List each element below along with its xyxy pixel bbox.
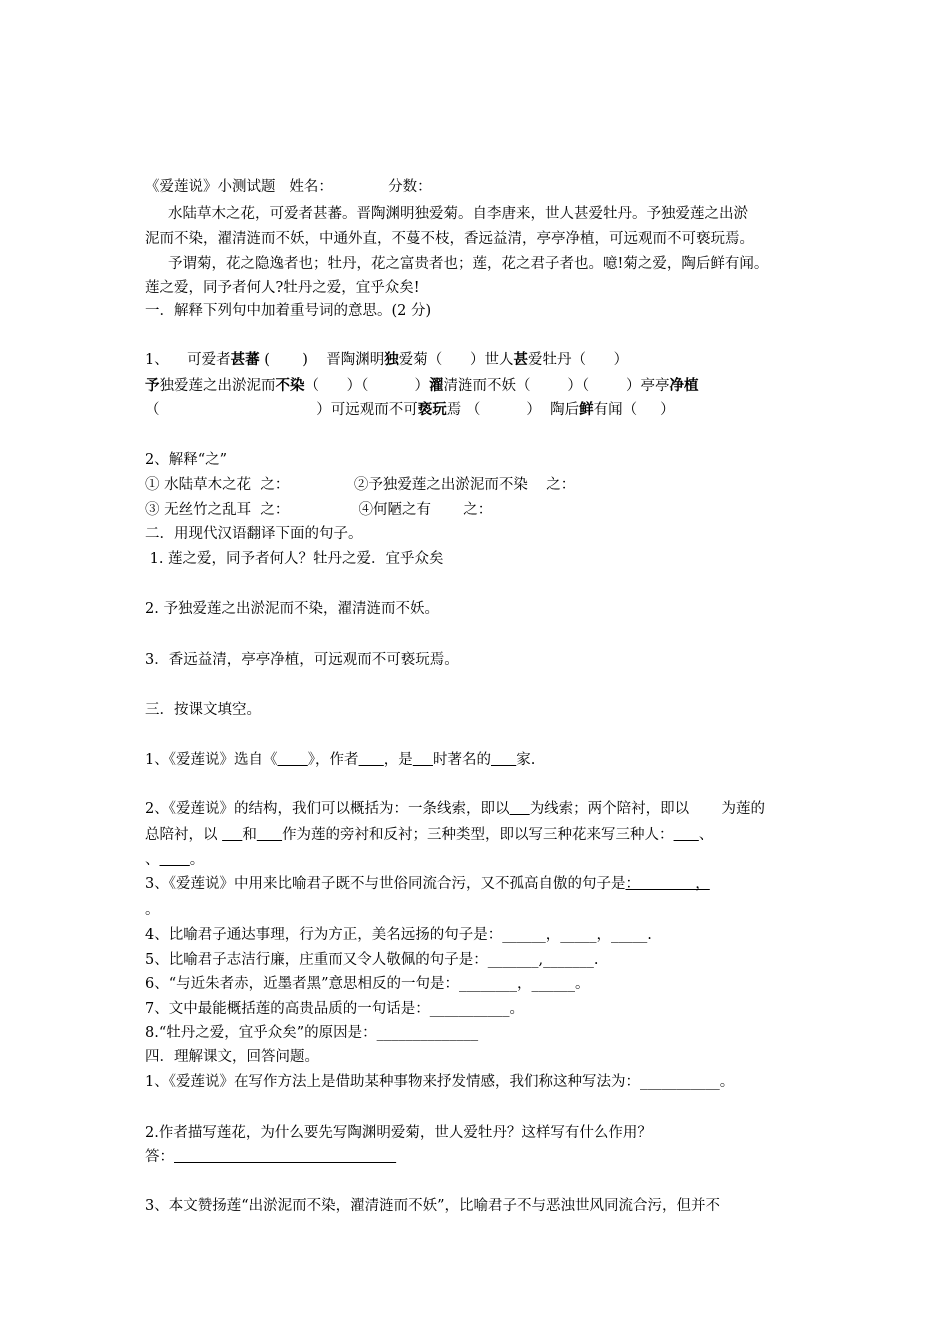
emphasized-word: 不染 (275, 377, 305, 394)
emphasized-word: 亵玩 (417, 401, 447, 418)
text: （ ）可远观而不可 (145, 402, 418, 418)
text: 焉 （ ） 陶后 (446, 402, 580, 418)
emphasized-word: 甚 (513, 351, 528, 368)
section4-heading: 四．理解课文，回答问题。 (145, 1049, 319, 1065)
text: 3、《爱莲说》中用来比喻君子既不与世俗同流合污，又不孤高自傲的句子是 (145, 876, 626, 892)
fill-question-3-cont: 。 (145, 902, 160, 918)
fill-question-7: 7、文中最能概括莲的高贵品质的一句话是：___________。 (145, 1001, 524, 1017)
text: 1、 可爱者 (145, 352, 231, 368)
translate-item: 2. 予独爱莲之出淤泥而不染，濯清涟而不妖。 (145, 601, 439, 617)
fill-question-2-cont (145, 825, 713, 845)
section1-heading: 一．解释下列句中加着重号词的意思。(2 分) (145, 303, 432, 319)
emphasized-word: 鲜 (579, 401, 594, 418)
text: 清涟而不妖（ ）（ ）亭亭 (443, 378, 670, 394)
text: （ ）（ ） (304, 378, 429, 394)
text: 、 (145, 852, 160, 868)
emphasized-word: 独 (384, 351, 399, 368)
section3-heading: 三．按课文填空。 (145, 702, 261, 718)
emphasized-word: 予 (145, 377, 160, 394)
text: 时著名的 (432, 752, 491, 768)
passage-line: 水陆草木之花，可爱者甚蕃。晋陶渊明独爱菊。自李唐来，世人甚爱牡丹。予独爱莲之出淤 (145, 206, 749, 222)
text: 总陪衬，以 (145, 827, 223, 843)
vocab-row-1 (145, 350, 628, 370)
passage-line: 予谓菊，花之隐逸者也；牡丹，花之富贵者也；莲，花之君子者也。噫!菊之爱，陶后鲜有闻。 (145, 256, 769, 272)
answer-line (145, 1147, 396, 1167)
comprehension-question-2: 2.作者描写莲花，为什么要先写陶渊明爱菊，世人爱牡丹？这样写有什么作用？ (145, 1125, 652, 1141)
fill-question-4: 4、比喻君子通达事理，行为方正，美名远扬的句子是：______，_____，_____. (145, 927, 652, 943)
text: 、 (698, 827, 714, 843)
answer-blank[interactable] (359, 751, 384, 768)
comprehension-question-3: 3、本文赞扬莲“出淤泥而不染，濯清涟而不妖”，比喻君子不与恶浊世风同流合污，但并不 (145, 1198, 721, 1214)
answer-blank[interactable] (413, 751, 433, 768)
emphasized-word: 甚蕃 (230, 351, 260, 368)
text: 爱菊（ ）世人 (398, 352, 514, 368)
fill-question-8: 8.“牡丹之爱，宜乎众矣”的原因是：______________ (145, 1025, 479, 1041)
text: 家. (516, 752, 536, 768)
text: 1、《爱莲说》选自《 (145, 752, 278, 768)
answer-blank[interactable] (491, 751, 516, 768)
text: 2、《爱莲说》的结构，我们可以概括为：一条线索，即以 (145, 801, 510, 817)
answer-blank[interactable] (277, 751, 307, 768)
text: 独爱莲之出淤泥而 (159, 378, 276, 394)
fill-question-3 (145, 874, 710, 894)
text: 。 (189, 852, 205, 868)
text: 爱牡丹（ ） (527, 352, 629, 368)
answer-label: 答： (145, 1149, 174, 1165)
emphasized-word: 净植 (669, 377, 699, 394)
answer-blank[interactable] (257, 826, 282, 843)
fill-question-5: 5、比喻君子志洁行廉，庄重而又令人敬佩的句子是：_______,_______. (145, 952, 599, 968)
zhi-row: ① 水陆草木之花 之： ②予独爱莲之出淤泥而不染 之： (145, 477, 576, 493)
translate-item: 3．香远益清，亭亭净植，可远观而不可亵玩焉。 (145, 652, 459, 668)
translate-item: 1. 莲之爱，同予者何人？牡丹之爱．宜乎众矣 (145, 551, 444, 567)
fill-question-6: 6、“与近朱者赤，近墨者黑”意思相反的一句是：________，______。 (145, 976, 590, 992)
vocab-row-2 (145, 376, 699, 396)
quiz-title-line: 《爱莲说》小测试题 姓名： 分数： (145, 179, 432, 195)
vocab-row-3 (145, 400, 675, 420)
zhi-heading: 2、解释“之” (145, 452, 228, 468)
section2-heading: 二．用现代汉语翻译下面的句子。 (145, 526, 363, 542)
emphasized-word: 濯 (429, 377, 444, 394)
passage-line: 泥而不染，濯清涟而不妖，中通外直，不蔓不枝，香远益清，亭亭净植，可远观而不可亵玩焉。 (145, 231, 754, 247)
text: 有闻（ ） (593, 402, 675, 418)
fill-question-2 (145, 799, 765, 819)
text: 为线索；两个陪衬，即以 为莲的 (529, 801, 765, 817)
text: ( ) 晋陶渊明 (259, 352, 385, 368)
text: 和 (242, 827, 257, 843)
answer-blank[interactable] (160, 851, 190, 868)
fill-question-1 (145, 750, 535, 770)
text: ，是 (383, 752, 413, 768)
answer-blank[interactable]: ： ， (625, 876, 710, 892)
answer-blank[interactable] (509, 800, 529, 817)
answer-blank[interactable] (674, 826, 699, 843)
text: 》，作者 (307, 752, 359, 768)
comprehension-question-1: 1、《爱莲说》在写作方法上是借助某种事物来抒发情感，我们称这种写法为：___________。 (145, 1074, 735, 1090)
answer-blank[interactable] (222, 826, 242, 843)
passage-line: 莲之爱，同予者何人?牡丹之爱，宜乎众矣! (145, 280, 420, 296)
fill-question-2-cont (145, 850, 204, 870)
answer-blank[interactable] (174, 1148, 396, 1165)
text: 作为莲的旁衬和反衬；三种类型，即以写三种花来写三种人： (282, 827, 674, 843)
zhi-row: ③ 无丝竹之乱耳 之： ④何陋之有 之： (145, 502, 493, 518)
